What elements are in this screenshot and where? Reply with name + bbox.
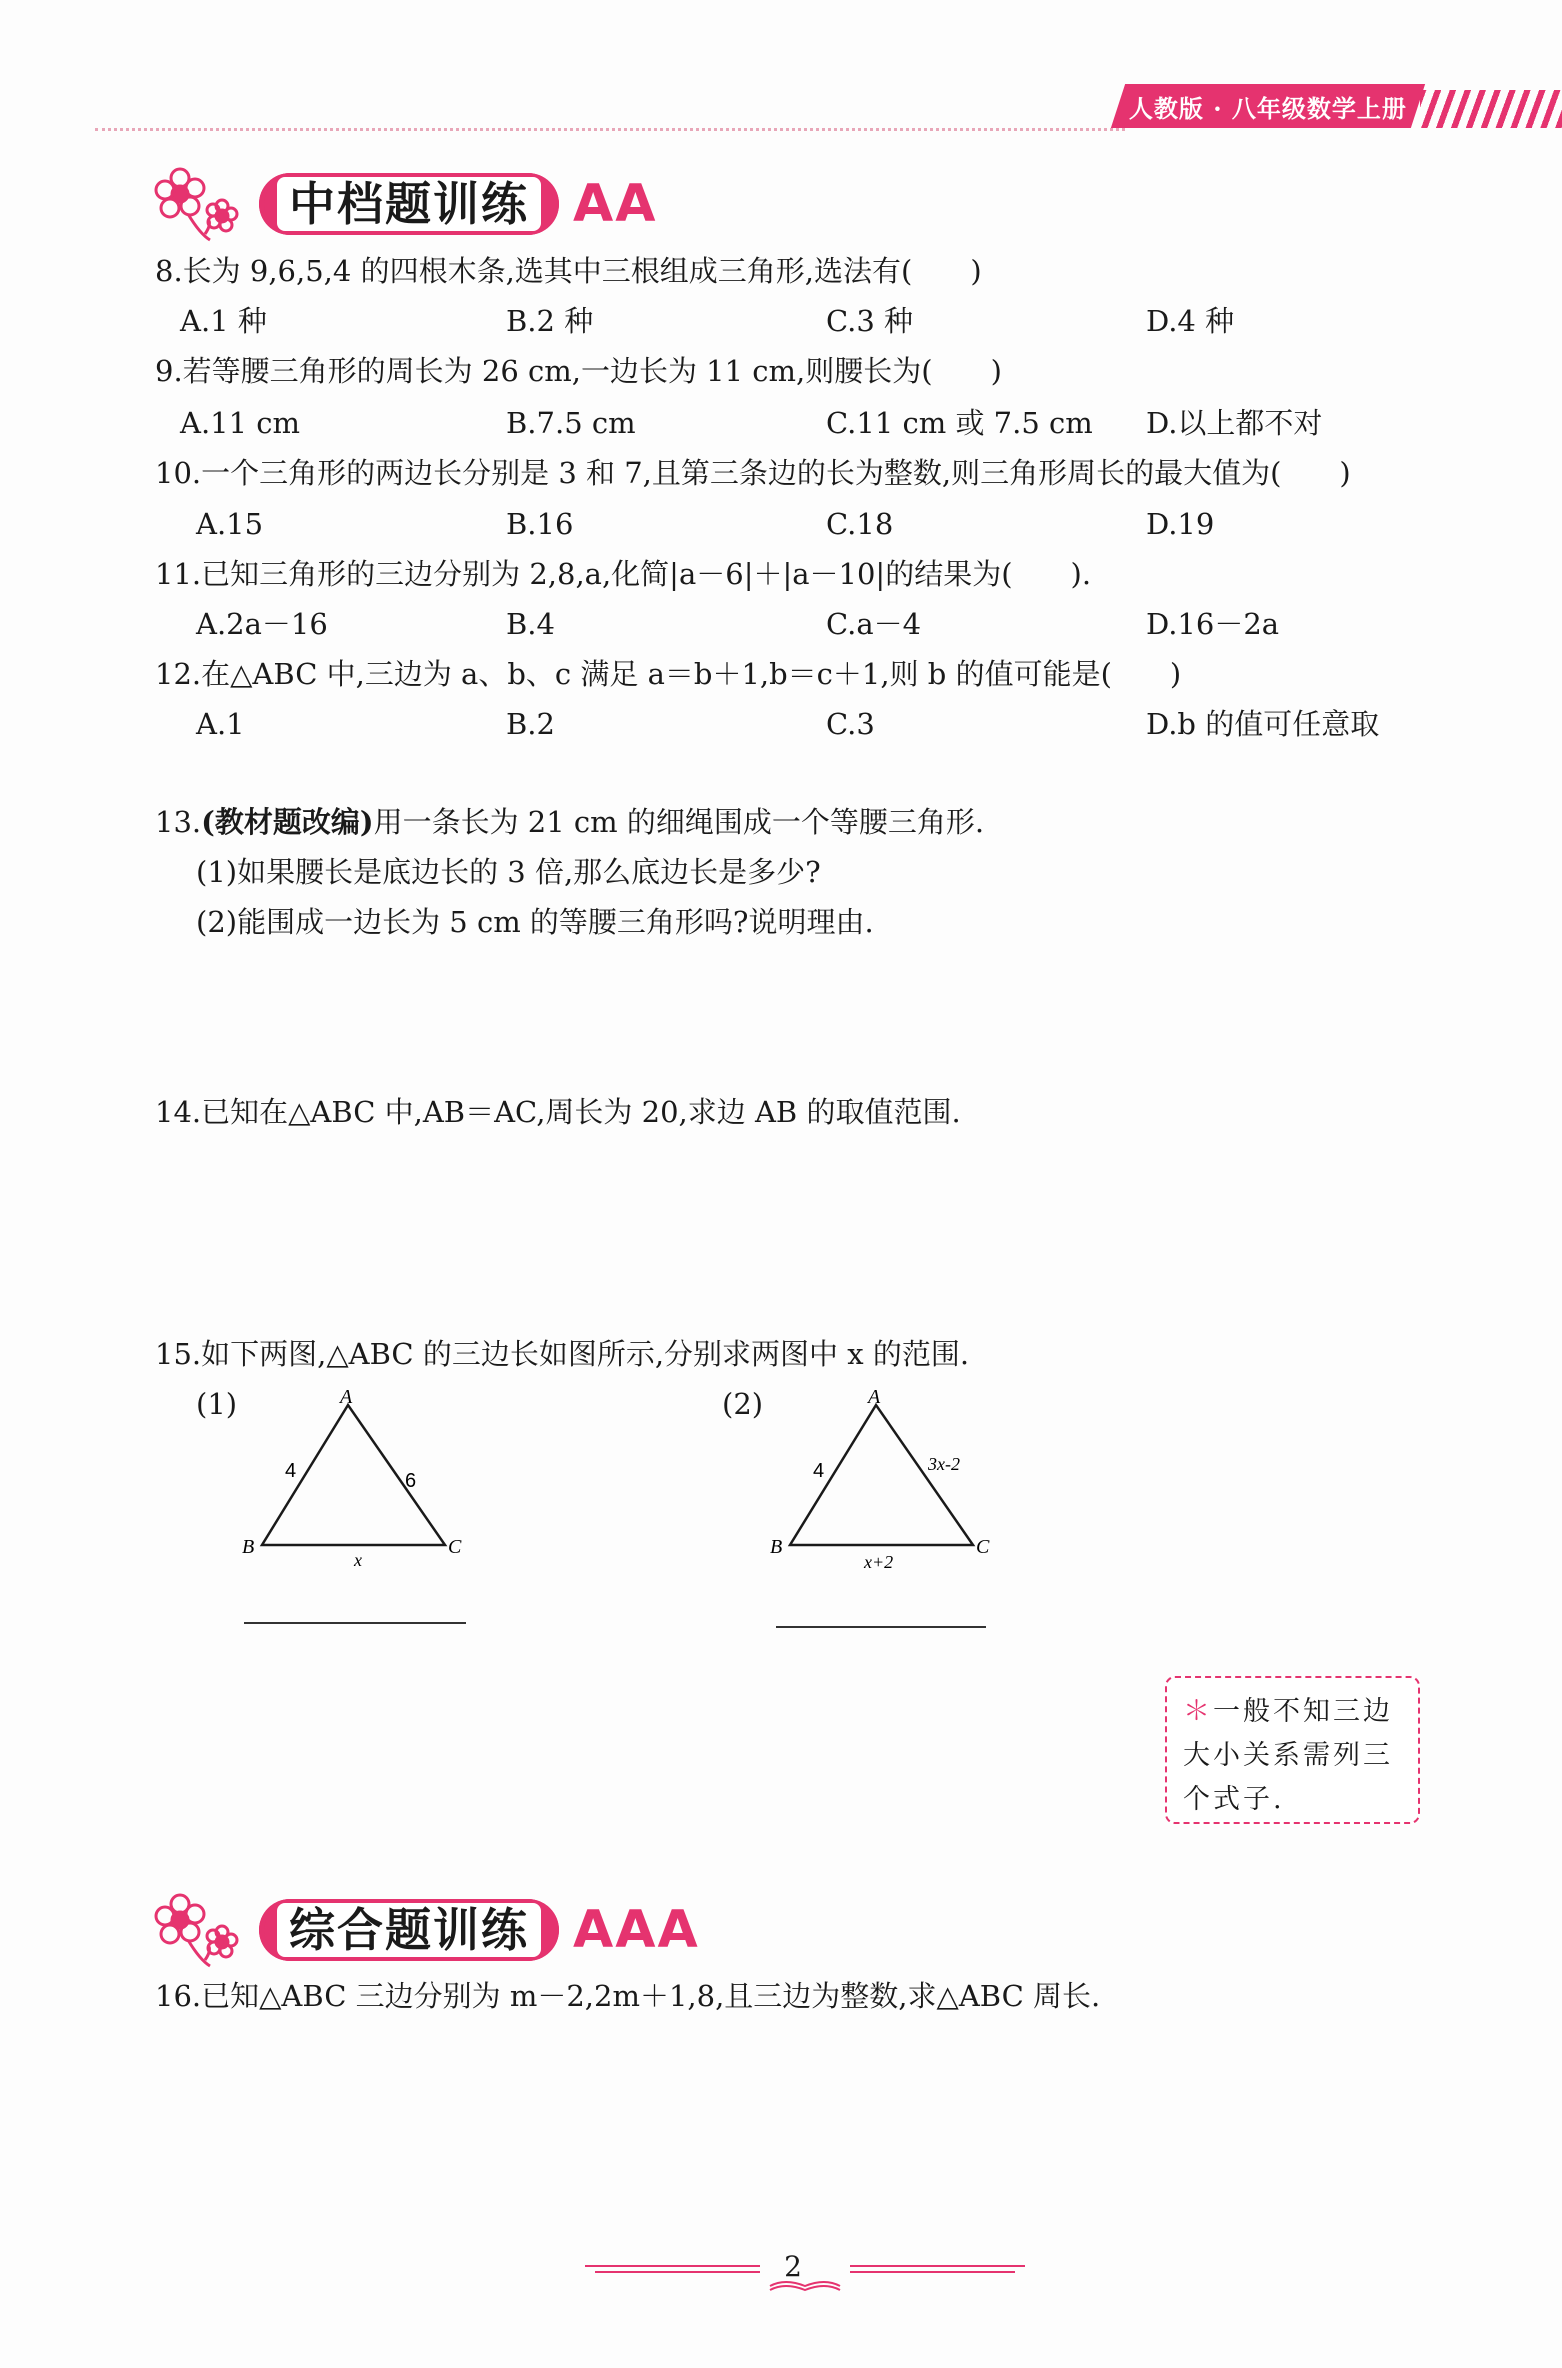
triangle-1-vertex-a: A [340, 1386, 353, 1408]
header-stripes [1420, 90, 1562, 128]
q8-option-c: C.3 种 [826, 304, 914, 338]
q9-option-b: B.7.5 cm [506, 406, 636, 440]
answer-blank-2[interactable] [776, 1626, 986, 1628]
q11-option-a: A.2a－16 [196, 607, 328, 641]
question-10: 10.一个三角形的两边长分别是 3 和 7,且第三条边的长为整数,则三角形周长的最大值为( ) [155, 456, 1351, 490]
question-13-part-1: (1)如果腰长是底边长的 3 倍,那么底边长是多少? [196, 855, 821, 889]
book-badge [1111, 84, 1425, 128]
section-title: 综合题训练 [277, 1903, 541, 1957]
question-13-stem: 用一条长为 21 cm 的细绳围成一个等腰三角形. [373, 805, 985, 839]
section-title-pill [259, 1899, 559, 1961]
q10-option-a: A.15 [196, 507, 264, 541]
question-8: 8.长为 9,6,5,4 的四根木条,选其中三根组成三角形,选法有( ) [155, 254, 982, 288]
triangle-1-side-ac: 6 [405, 1470, 417, 1492]
triangle-2-vertex-c: C [976, 1536, 990, 1558]
triangle-2-vertex-a: A [868, 1386, 881, 1408]
triangle-1-side-ab: 4 [285, 1460, 297, 1482]
q10-option-b: B.16 [506, 507, 574, 541]
section-banner-medium [150, 164, 658, 244]
triangle-2-vertex-b: B [770, 1536, 783, 1558]
triangle-1-side-bc: x [354, 1550, 362, 1570]
q12-option-b: B.2 [506, 707, 555, 741]
figure-1-label: (1) [196, 1387, 238, 1421]
section-banner-comprehensive [150, 1890, 700, 1970]
question-11: 11.已知三角形的三边分别为 2,8,a,化简|a－6|＋|a－10|的结果为( ). [155, 557, 1092, 591]
figure-2-label: (2) [722, 1387, 764, 1421]
q9-option-a: A.11 cm [180, 406, 301, 440]
question-9: 9.若等腰三角形的周长为 26 cm,一边长为 11 cm,则腰长为( ) [155, 354, 1002, 388]
triangle-2-side-bc: x+2 [864, 1552, 894, 1572]
q10-option-c: C.18 [826, 507, 894, 541]
tip-box [1165, 1676, 1420, 1824]
difficulty-grade: AAA [573, 1900, 700, 1960]
q8-option-a: A.1 种 [180, 304, 267, 338]
book-badge-text: 人教版 · 八年级数学上册 [1128, 93, 1408, 123]
question-14: 14.已知在△ABC 中,AB＝AC,周长为 20,求边 AB 的取值范围. [155, 1095, 961, 1129]
q9-option-d: D.以上都不对 [1146, 406, 1323, 440]
q10-option-d: D.19 [1146, 507, 1215, 541]
triangle-2-side-ab: 4 [813, 1460, 825, 1482]
answer-blank-1[interactable] [244, 1622, 466, 1624]
q11-option-c: C.a－4 [826, 607, 922, 641]
section-title: 中档题训练 [277, 177, 541, 231]
q12-option-a: A.1 [196, 707, 245, 741]
q11-option-b: B.4 [506, 607, 555, 641]
question-13-part-2: (2)能围成一边长为 5 cm 的等腰三角形吗?说明理由. [196, 905, 874, 939]
question-13-number: 13. [155, 805, 202, 839]
question-13 [155, 804, 984, 840]
q8-option-b: B.2 种 [506, 304, 594, 338]
q12-option-d: D.b 的值可任意取 [1146, 707, 1380, 741]
header-dotted-line [95, 128, 1125, 131]
triangle-2-side-ac: 3x-2 [928, 1454, 960, 1474]
flower-icon [150, 164, 255, 244]
flower-icon [150, 1890, 255, 1970]
question-13-tag: (教材题改编) [201, 805, 374, 839]
question-12: 12.在△ABC 中,三边为 a、b、c 满足 a＝b＋1,b＝c＋1,则 b 的值可能是( ) [155, 657, 1182, 691]
question-15: 15.如下两图,△ABC 的三边长如图所示,分别求两图中 x 的范围. [155, 1337, 970, 1371]
tip-star-icon: ＊ [1183, 1696, 1213, 1727]
triangle-figure-2 [758, 1385, 1018, 1585]
triangle-1-vertex-c: C [448, 1536, 462, 1558]
triangle-figure-1 [230, 1385, 490, 1575]
triangle-1-vertex-b: B [242, 1536, 255, 1558]
page-number: 2 [784, 2250, 802, 2283]
difficulty-grade: AA [573, 174, 658, 234]
q11-option-d: D.16－2a [1146, 607, 1280, 641]
q9-option-c: C.11 cm 或 7.5 cm [826, 406, 1093, 440]
section-title-pill [259, 173, 559, 235]
q8-option-d: D.4 种 [1146, 304, 1235, 338]
q12-option-c: C.3 [826, 707, 875, 741]
question-16: 16.已知△ABC 三边分别为 m－2,2m＋1,8,且三边为整数,求△ABC 周长. [155, 1979, 1101, 2013]
tip-text: 一般不知三边大小关系需列三个式子. [1183, 1696, 1393, 1815]
